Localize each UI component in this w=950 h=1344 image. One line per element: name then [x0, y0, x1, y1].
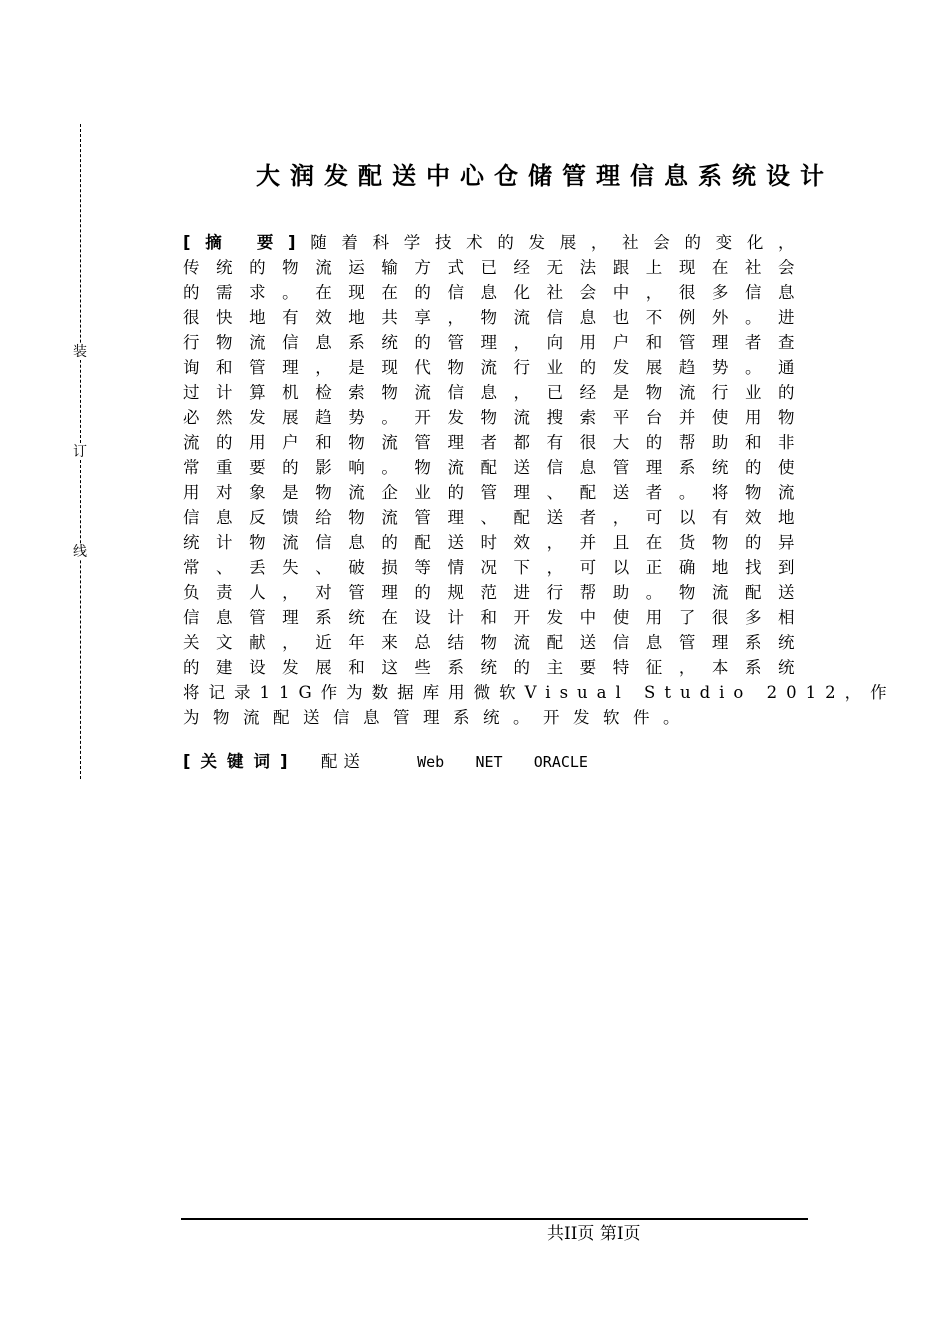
abstract-line: 很快地有效地共享，物流信息也不例外。进	[183, 308, 808, 327]
abstract-label: [摘 要]	[183, 233, 310, 252]
abstract-line: 统计物流信息的配送时效，并且在货物的异	[183, 533, 808, 552]
abstract-line: 询和管理，是现代物流行业的发展趋势。通	[183, 358, 808, 377]
abstract-line: 流的用户和物流管理者都有很大的帮助和非	[183, 433, 808, 452]
abstract-line	[183, 230, 808, 255]
abstract-line: 常、丢失、破损等情况下，可以正确地找到	[183, 558, 808, 577]
page-number: 共II页 第I页	[547, 1224, 641, 1244]
footer-rule	[181, 1218, 808, 1220]
keyword-item: NET	[475, 753, 503, 771]
binding-char-xian: 线	[73, 544, 87, 560]
abstract-line: 信息管理系统在设计和开发中使用了很多相	[183, 608, 808, 627]
abstract-text: 随着科学技术的发展，社会的变化，	[309, 233, 808, 252]
keyword-item: Web	[417, 753, 445, 771]
keyword-item: 配送	[320, 752, 366, 771]
abstract-line: 必然发展趋势。开发物流搜索平台并使用物	[183, 408, 808, 427]
abstract-line: 的需求。在现在的信息化社会中，很多信息	[183, 283, 808, 302]
abstract-line: 将记录11G作为数据库用微软Visual Studio 2012，作	[183, 683, 896, 702]
keyword-item: ORACLE	[533, 753, 588, 771]
abstract-line: 的建设发展和这些系统的主要特征，本系统	[183, 658, 808, 677]
abstract-line: 关文献，近年来总结物流配送信息管理系统	[183, 633, 808, 652]
abstract-line: 为物流配送信息管理系统。开发软件。	[183, 708, 693, 727]
abstract-line: 负责人，对管理的规范进行帮助。物流配送	[183, 583, 808, 602]
document-title: 大润发配送中心仓储管理信息系统设计	[256, 162, 834, 190]
abstract-line: 过计算机检索物流信息，已经是物流行业的	[183, 383, 808, 402]
abstract-line: 行物流信息系统的管理，向用户和管理者查	[183, 333, 808, 352]
abstract-line: 常重要的影响。物流配送信息管理系统的使	[183, 458, 808, 477]
binding-char-zhuang: 装	[73, 344, 87, 360]
abstract-line: 传统的物流运输方式已经无法跟上现在社会	[183, 258, 808, 277]
binding-char-ding: 订	[73, 444, 87, 460]
abstract-section	[183, 230, 896, 730]
abstract-line: 信息反馈给物流管理、配送者，可以有效地	[183, 508, 808, 527]
keywords-label: [关键词]	[183, 752, 298, 771]
keywords-section	[183, 749, 588, 775]
abstract-line: 用对象是物流企业的管理、配送者。将物流	[183, 483, 808, 502]
